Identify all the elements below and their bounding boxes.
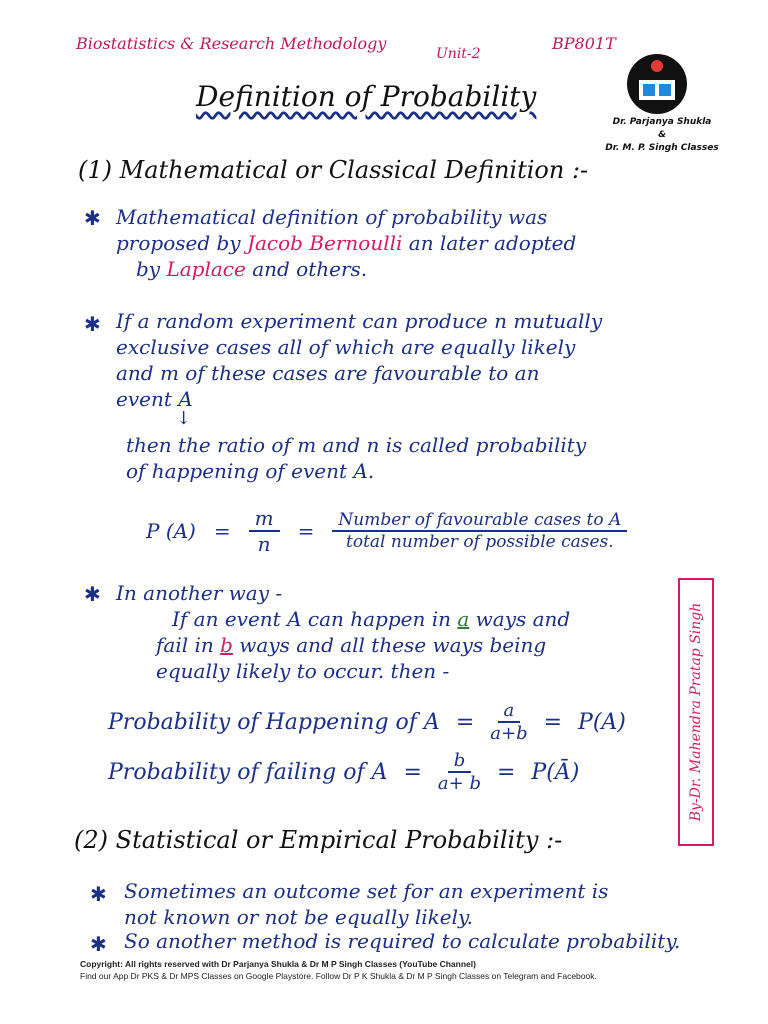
bullet-2-icon: ✱ xyxy=(84,312,101,336)
bullet-3-icon: ✱ xyxy=(84,582,101,606)
s2-b1-line-1: Sometimes an outcome set for an experiment is xyxy=(124,879,609,903)
ph-eq-2: = xyxy=(543,709,563,735)
section2-heading: (2) Statistical or Empirical Probability :- xyxy=(74,826,563,854)
var-b: b xyxy=(220,633,233,657)
b2-line-1: If a random experiment can produce n mutually xyxy=(116,309,603,333)
prob-happening-formula xyxy=(108,700,626,744)
section1-heading: (1) Mathematical or Classical Definition :- xyxy=(78,156,589,184)
b2-line-4: event A xyxy=(116,387,193,411)
bullet-1-icon: ✱ xyxy=(84,206,101,230)
pf-label: Probability of failing of A xyxy=(108,759,388,785)
page-title-text: Definition of Probability xyxy=(196,80,537,113)
name-jacob-bernoulli: Jacob Bernoulli xyxy=(246,231,403,255)
footer-line-1: Copyright: All rights reserved with Dr Parjanya Shukla & Dr M P Singh Classes (YouTube Channel) xyxy=(80,959,476,969)
logo-line-3: Dr. M. P. Singh Classes xyxy=(605,143,719,153)
b3-line-3: fail in b ways and all these ways being xyxy=(156,633,547,657)
logo-line-2: & xyxy=(658,130,666,140)
author-side-box xyxy=(678,578,714,846)
b3-line-2: If an event A can happen in a ways and xyxy=(172,607,571,631)
bullet-2-text xyxy=(116,308,716,412)
footer-line-2: Find our App Dr PKS & Dr MPS Classes on Google Playstore. Follow Dr P K Shukla & Dr M P Singh Classes on Telegram and Facebook. xyxy=(80,971,597,981)
formula-m-over-n: $\frac{m}{n}$ xyxy=(249,506,280,556)
ph-label: Probability of Happening of A xyxy=(108,709,440,735)
b3-line-4: equally likely to occur. then - xyxy=(156,659,450,683)
subject-label: Biostatistics & Research Methodology xyxy=(76,34,387,53)
s2-b1-line-2: not known or not be equally likely. xyxy=(124,905,474,929)
then-text xyxy=(126,432,726,484)
ph-fraction: $\frac{a}{a+b}$ xyxy=(490,700,528,744)
b1-line-3: by Laplace and others. xyxy=(136,257,368,281)
page-title xyxy=(196,80,536,113)
b3-line-1: In another way - xyxy=(116,581,283,605)
copyright-footer xyxy=(80,958,740,982)
logo-line-1: Dr. Parjanya Shukla xyxy=(612,117,712,127)
s2-bullet-2-text: So another method is required to calculate probability. xyxy=(124,929,681,953)
b2-line-2: exclusive cases all of which are equally likely xyxy=(116,335,576,359)
pf-rhs: P(Ā) xyxy=(531,759,580,785)
then-line-2: of happening of event A. xyxy=(126,459,375,483)
prob-failing-formula xyxy=(108,750,579,794)
b1-line-1: Mathematical definition of probability was xyxy=(116,205,548,229)
down-arrow-icon: ↓ xyxy=(176,408,192,429)
ph-eq: = xyxy=(455,709,475,735)
pf-eq-2: = xyxy=(496,759,516,785)
formula-lhs: P (A) xyxy=(146,519,196,543)
formula-ratio: $\frac{\text{Number of favourable cases to A}}{\text{total number of possible cases.}}$ xyxy=(332,510,627,552)
logo-caption xyxy=(592,116,732,155)
classes-logo-icon xyxy=(625,52,689,116)
var-a: a xyxy=(457,607,470,631)
classical-formula xyxy=(146,506,627,556)
author-side-note: By-Dr. Mahendra Pratap Singh xyxy=(688,602,704,822)
pf-fraction: $\frac{b}{a+ b}$ xyxy=(437,750,481,794)
bullet-1-text xyxy=(116,204,716,282)
s2-bullet-1-text xyxy=(124,878,724,930)
ph-rhs: P(A) xyxy=(578,709,626,735)
name-laplace: Laplace xyxy=(166,257,246,281)
formula-eq-1: = xyxy=(213,519,231,543)
b2-line-3: and m of these cases are favourable to an xyxy=(116,361,540,385)
s2-bullet-2-icon: ✱ xyxy=(90,932,107,956)
then-line-1: then the ratio of m and n is called probability xyxy=(126,433,587,457)
formula-eq-2: = xyxy=(297,519,315,543)
pf-eq: = xyxy=(403,759,422,785)
course-code: BP801T xyxy=(552,34,616,53)
unit-label: Unit-2 xyxy=(436,46,481,62)
s2-bullet-1-icon: ✱ xyxy=(90,882,107,906)
b1-line-2: proposed by Jacob Bernoulli an later adopted xyxy=(116,231,577,255)
bullet-3-text xyxy=(116,580,676,684)
